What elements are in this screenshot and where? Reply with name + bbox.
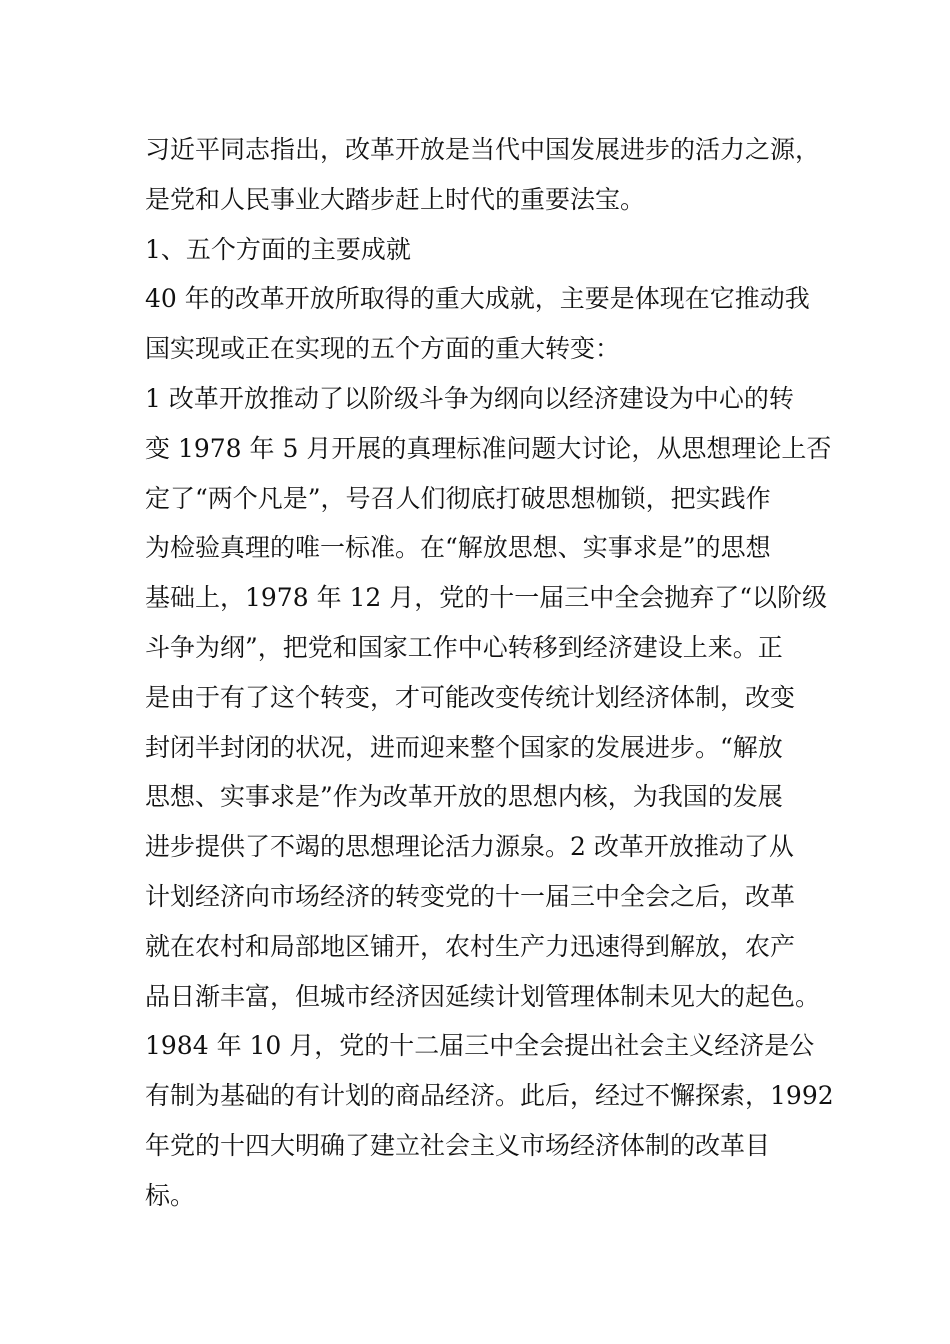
text-line-4: 40 年的改革开放所取得的重大成就，主要是体现在它推动我: [145, 284, 810, 314]
text-line-19: 1984 年 10 月，党的十二届三中全会提出社会主义经济是公: [145, 1031, 815, 1061]
text-line-17: 就在农村和局部地区铺开，农村生产力迅速得到解放，农产: [145, 931, 796, 961]
text-line-16: 计划经济向市场经济的转变党的十一届三中全会之后，改革: [145, 881, 796, 911]
text-line-11: 斗争为纲”，把党和国家工作中心转移到经济建设上来。正: [145, 632, 783, 662]
section-heading: 1、五个方面的主要成就: [145, 234, 411, 264]
text-line-12: 是由于有了这个转变，才可能改变传统计划经济体制，改变: [145, 682, 796, 712]
text-line-20: 有制为基础的有计划的商品经济。此后，经过不懈探索，1992: [145, 1081, 834, 1111]
text-line-8: 定了“两个凡是”，号召人们彻底打破思想枷锁，把实践作: [145, 483, 771, 513]
text-line-21: 年党的十四大明确了建立社会主义市场经济体制的改革目: [145, 1130, 771, 1160]
text-line-9: 为检验真理的唯一标准。在“解放思想、实事求是”的思想: [145, 533, 771, 563]
text-line-14: 思想、实事求是”作为改革开放的思想内核，为我国的发展: [145, 782, 783, 812]
text-line-7: 变 1978 年 5 月开展的真理标准问题大讨论，从思想理论上否: [145, 433, 832, 463]
text-line-6: 1 改革开放推动了以阶级斗争为纲向以经济建设为中心的转: [145, 383, 794, 413]
text-line-10: 基础上，1978 年 12 月，党的十一届三中全会抛弃了“以阶级: [145, 583, 828, 613]
text-line-13: 封闭半封闭的状况，进而迎来整个国家的发展进步。“解放: [145, 732, 783, 762]
text-line-2: 是党和人民事业大踏步赶上时代的重要法宝。: [145, 184, 646, 214]
text-line-18: 品日渐丰富，但城市经济因延续计划管理体制未见大的起色。: [145, 981, 821, 1011]
text-line-5: 国实现或正在实现的五个方面的重大转变：: [145, 334, 621, 364]
text-line-1: 习近平同志指出，改革开放是当代中国发展进步的活力之源，: [145, 135, 821, 164]
text-line-15: 进步提供了不竭的思想理论活力源泉。2 改革开放推动了从: [145, 832, 794, 862]
body-text: [145, 125, 865, 1221]
text-line-22: 标。: [145, 1180, 196, 1210]
